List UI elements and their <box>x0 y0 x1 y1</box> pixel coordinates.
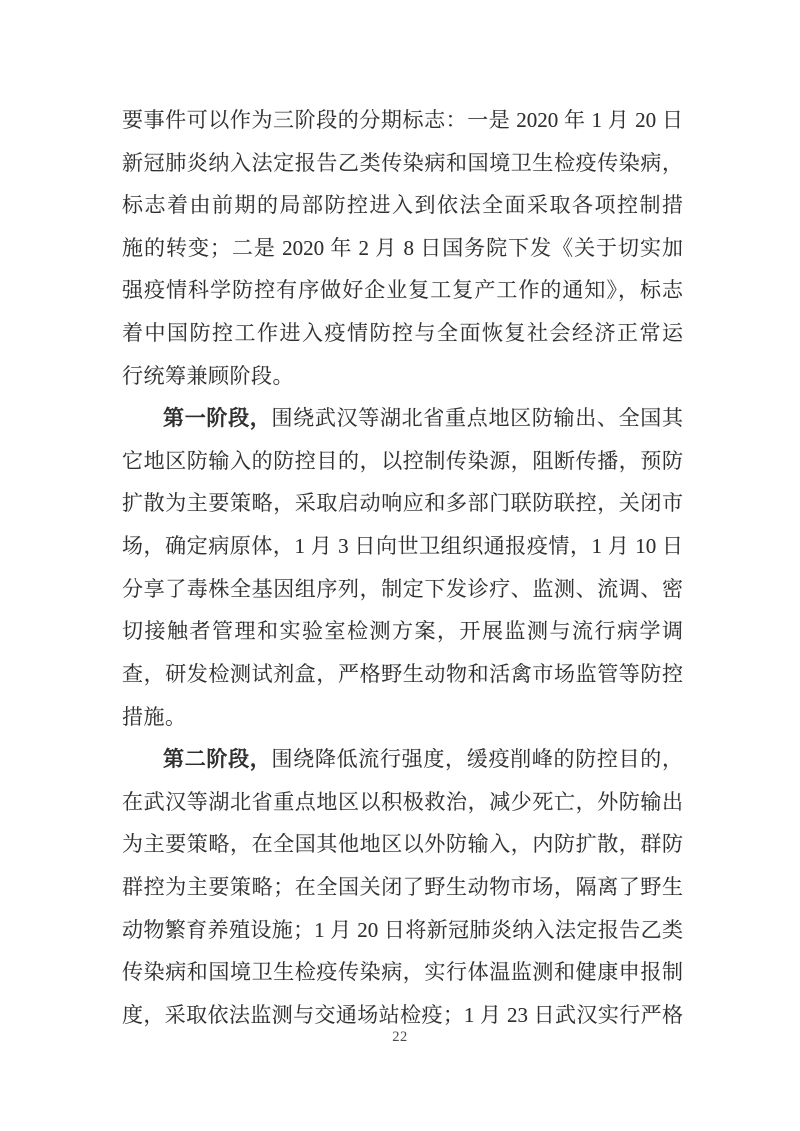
text-line <box>122 781 683 824</box>
text-segment: 分享了毒株全基因组序列，制定下发诊疗、监测、流调、密 <box>122 576 683 601</box>
text-segment: 群控为主要策略；在全国关闭了野生动物市场，隔离了野生 <box>122 874 683 899</box>
text-line <box>122 440 683 483</box>
text-line <box>122 823 683 866</box>
text-segment: 着中国防控工作进入疫情防控与全面恢复社会经济正常运 <box>122 321 683 346</box>
text-line <box>122 951 683 994</box>
text-segment: 施的转变；二是 2020 年 2 月 8 日国务院下发《关于切实加 <box>122 235 683 260</box>
text-line <box>122 269 683 312</box>
text-line <box>122 525 683 568</box>
text-segment: 新冠肺炎纳入法定报告乙类传染病和国境卫生检疫传染病， <box>122 150 683 175</box>
text-segment: 在武汉等湖北省重点地区以积极救治，减少死亡，外防输出 <box>122 789 683 814</box>
page-number: 22 <box>392 1029 408 1045</box>
text-line <box>122 227 683 270</box>
text-line <box>122 696 683 739</box>
text-segment: 围绕武汉等湖北省重点地区防输出、全国其 <box>271 406 684 431</box>
text-segment: 动物繁育养殖设施；1 月 20 日将新冠肺炎纳入法定报告乙类 <box>122 917 683 942</box>
text-segment: 行统筹兼顾阶段。 <box>122 363 294 388</box>
text-segment: 为主要策略，在全国其他地区以外防输入，内防扩散，群防 <box>122 832 683 857</box>
text-line <box>122 184 683 227</box>
paragraph-lead-bold: 第一阶段， <box>163 406 272 431</box>
text-line <box>122 610 683 653</box>
text-segment: 场，确定病原体，1 月 3 日向世卫组织通报疫情，1 月 10 日 <box>122 534 683 559</box>
text-segment: 措施。 <box>122 704 187 729</box>
text-line <box>122 568 683 611</box>
text-line <box>122 355 683 398</box>
text-segment: 要事件可以作为三阶段的分期标志：一是 2020 年 1 月 20 日 <box>122 108 683 132</box>
text-segment: 度，采取依法监测与交通场站检疫；1 月 23 日武汉实行严格 <box>122 1002 683 1027</box>
text-segment: 扩散为主要策略，采取启动响应和多部门联防联控，关闭市 <box>122 491 683 516</box>
text-line <box>122 312 683 355</box>
text-segment: 围绕降低流行强度，缓疫削峰的防控目的， <box>271 747 684 772</box>
paragraph-lead-bold: 第二阶段， <box>163 747 272 772</box>
text-line <box>122 909 683 952</box>
text-line <box>122 653 683 696</box>
text-line <box>122 866 683 909</box>
text-line <box>122 738 683 781</box>
document-text-block <box>122 99 683 1036</box>
text-line <box>122 99 683 142</box>
text-line <box>122 397 683 440</box>
text-segment: 传染病和国境卫生检疫传染病，实行体温监测和健康申报制 <box>122 960 683 985</box>
text-segment: 强疫情科学防控有序做好企业复工复产工作的通知》，标志 <box>122 278 683 303</box>
text-segment: 切接触者管理和实验室检测方案，开展监测与流行病学调 <box>122 619 683 644</box>
text-segment: 标志着由前期的局部防控进入到依法全面采取各项控制措 <box>122 193 683 218</box>
text-line <box>122 482 683 525</box>
text-line <box>122 142 683 185</box>
text-segment: 查，研发检测试剂盒，严格野生动物和活禽市场监管等防控 <box>122 661 683 686</box>
text-segment: 它地区防输入的防控目的，以控制传染源，阻断传播，预防 <box>122 448 683 473</box>
